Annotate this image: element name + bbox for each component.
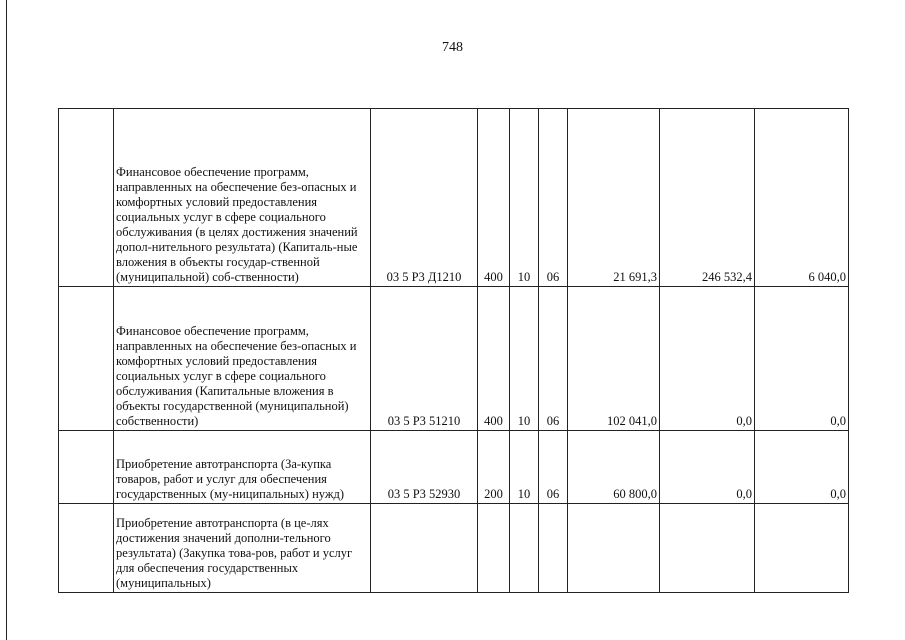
amount-year2-cell: 0,0 (660, 287, 755, 431)
target-article-cell: 03 5 Р3 52930 (371, 431, 478, 504)
section-cell (510, 504, 539, 593)
expense-type-cell: 200 (478, 431, 510, 504)
amount-year1-cell: 102 041,0 (568, 287, 660, 431)
target-article-cell: 03 5 Р3 51210 (371, 287, 478, 431)
expense-type-cell: 400 (478, 287, 510, 431)
subsection-cell: 06 (539, 431, 568, 504)
section-cell: 10 (510, 287, 539, 431)
amount-year1-cell (568, 504, 660, 593)
expense-type-cell (478, 504, 510, 593)
expense-type-cell: 400 (478, 109, 510, 287)
target-article-cell: 03 5 Р3 Д1210 (371, 109, 478, 287)
table-row (59, 287, 849, 431)
amount-year3-cell: 0,0 (755, 287, 849, 431)
amount-year3-cell (755, 504, 849, 593)
row-number-cell (59, 431, 114, 504)
page-edge-rule (6, 0, 7, 640)
row-number-cell (59, 504, 114, 593)
page-number: 748 (442, 40, 463, 55)
amount-year2-cell: 246 532,4 (660, 109, 755, 287)
row-number-cell (59, 287, 114, 431)
amount-year2-cell: 0,0 (660, 431, 755, 504)
item-name-cell: Приобретение автотранспорта (За-купка товаров, работ и услуг для обеспечения государственных (му-ниципальных) нужд) (114, 431, 371, 504)
section-cell: 10 (510, 109, 539, 287)
table-row (59, 109, 849, 287)
subsection-cell: 06 (539, 109, 568, 287)
amount-year3-cell: 6 040,0 (755, 109, 849, 287)
table-row (59, 431, 849, 504)
table-row (59, 504, 849, 593)
subsection-cell: 06 (539, 287, 568, 431)
item-name-cell: Приобретение автотранспорта (в це-лях достижения значений дополни-тельного результата) (Закупка това-ров, работ и услуг для обеспечения государственных (муниципальных) (114, 504, 371, 593)
amount-year3-cell: 0,0 (755, 431, 849, 504)
amount-year1-cell: 60 800,0 (568, 431, 660, 504)
subsection-cell (539, 504, 568, 593)
section-cell: 10 (510, 431, 539, 504)
item-name-cell: Финансовое обеспечение программ, направленных на обеспечение без-опасных и комфортных условий предоставления социальных услуг в сфере социального обслуживания (в целях достижения значений допол-нительного результата) (Капиталь-ные вложения в объекты государ-ственной (муниципальной) соб-ственности) (114, 109, 371, 287)
amount-year2-cell (660, 504, 755, 593)
item-name-cell: Финансовое обеспечение программ, направленных на обеспечение без-опасных и комфортных условий предоставления социальных услуг в сфере социального обслуживания (Капитальные вложения в объекты государственной (муниципальной) собственности) (114, 287, 371, 431)
amount-year1-cell: 21 691,3 (568, 109, 660, 287)
target-article-cell (371, 504, 478, 593)
row-number-cell (59, 109, 114, 287)
budget-table (58, 108, 849, 593)
